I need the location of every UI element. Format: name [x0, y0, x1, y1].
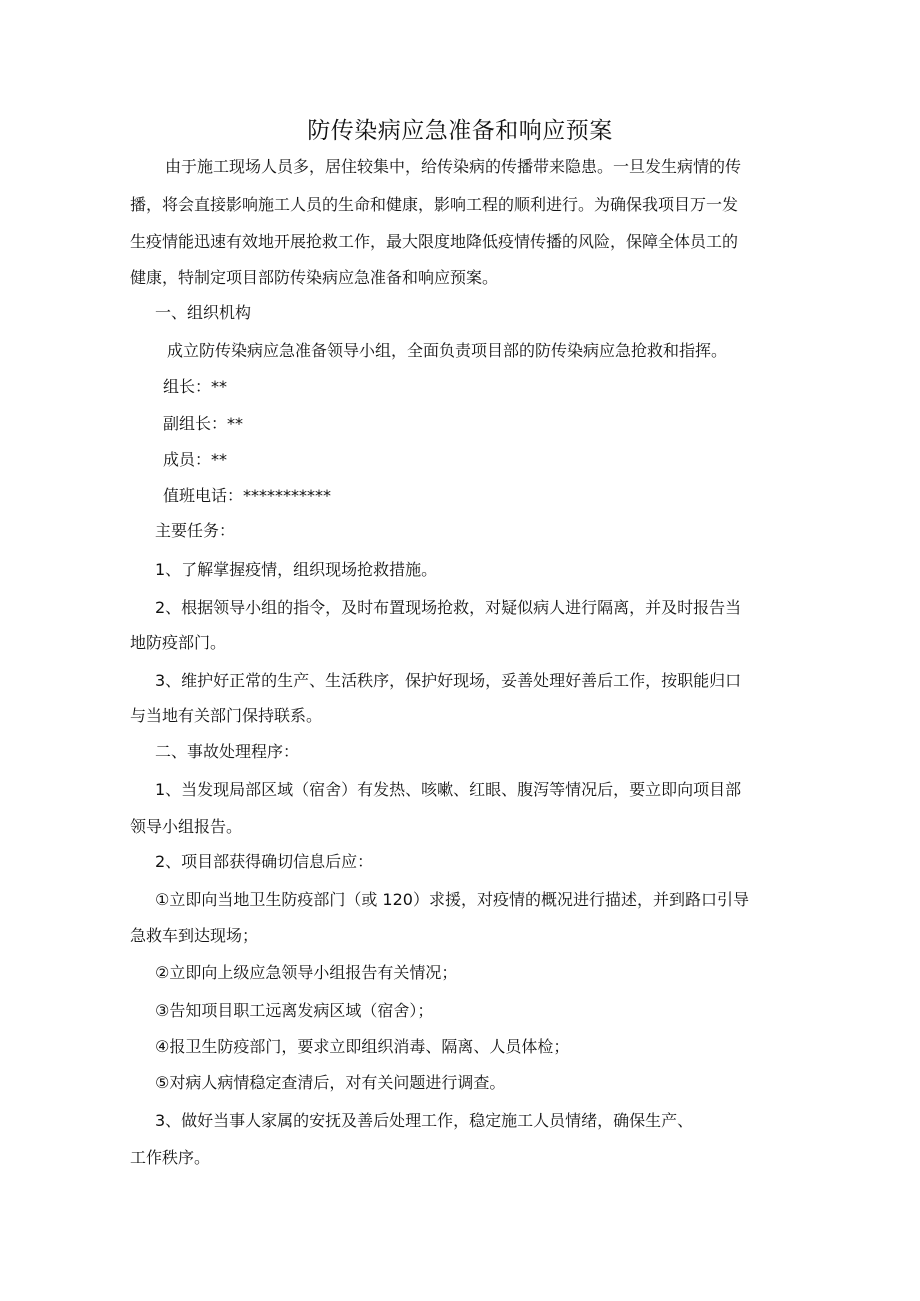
sub-step-5: ⑤对病人病情稳定查清后，对有关问题进行调查。	[155, 1073, 506, 1092]
sub-step-1-line-1: ①立即向当地卫生防疫部门（或 120）求援，对疫情的概况进行描述，并到路口引导	[155, 890, 749, 909]
task-3-line-2: 与当地有关部门保持联系。	[130, 706, 323, 725]
section1-desc: 成立防传染病应急准备领导小组，全面负责项目部的防传染病应急抢救和指挥。	[167, 341, 728, 360]
sub-step-2: ②立即向上级应急领导小组报告有关情况；	[155, 963, 458, 982]
intro-line-4: 健康，特制定项目部防传染病应急准备和响应预案。	[130, 268, 499, 287]
task-2-line-1: 2、根据领导小组的指令，及时布置现场抢救，对疑似病人进行隔离，并及时报告当	[155, 598, 742, 617]
document-title: 防传染病应急准备和响应预案	[307, 118, 613, 144]
sub-step-4: ④报卫生防疫部门，要求立即组织消毒、隔离、人员体检；	[155, 1037, 570, 1056]
deputy-line: 副组长：**	[163, 414, 244, 433]
step-1-line-1: 1、当发现局部区域（宿舍）有发热、咳嗽、红眼、腹泻等情况后，要立即向项目部	[155, 780, 742, 799]
intro-line-1: 由于施工现场人员多，居住较集中，给传染病的传播带来隐患。一旦发生病情的传	[165, 157, 742, 176]
leader-line: 组长：**	[163, 377, 228, 396]
intro-line-2: 播，将会直接影响施工人员的生命和健康，影响工程的顺利进行。为确保我项目万一发	[130, 195, 739, 214]
task-1: 1、了解掌握疫情，组织现场抢救措施。	[155, 560, 438, 579]
section2-heading: 二、事故处理程序：	[155, 742, 300, 761]
step-3-line-2: 工作秩序。	[130, 1148, 211, 1167]
section1-heading: 一、组织机构	[155, 303, 252, 322]
step-2: 2、项目部获得确切信息后应：	[155, 852, 374, 871]
task-3-line-1: 3、维护好正常的生产、生活秩序，保护好现场，妥善处理好善后工作，按职能归口	[155, 671, 742, 690]
intro-line-3: 生疫情能迅速有效地开展抢救工作，最大限度地降低疫情传播的风险，保障全体员工的	[130, 232, 739, 251]
task-2-line-2: 地防疫部门。	[130, 633, 227, 652]
sub-step-3: ③告知项目职工远离发病区域（宿舍）；	[155, 1001, 434, 1020]
members-line: 成员：**	[163, 450, 228, 469]
step-3-line-1: 3、做好当事人家属的安抚及善后处理工作，稳定施工人员情绪，确保生产、	[155, 1111, 694, 1130]
step-1-line-2: 领导小组报告。	[130, 817, 243, 836]
sub-step-1-line-2: 急救车到达现场；	[130, 926, 259, 945]
phone-line: 值班电话：***********	[163, 486, 332, 505]
tasks-heading: 主要任务：	[155, 521, 236, 540]
